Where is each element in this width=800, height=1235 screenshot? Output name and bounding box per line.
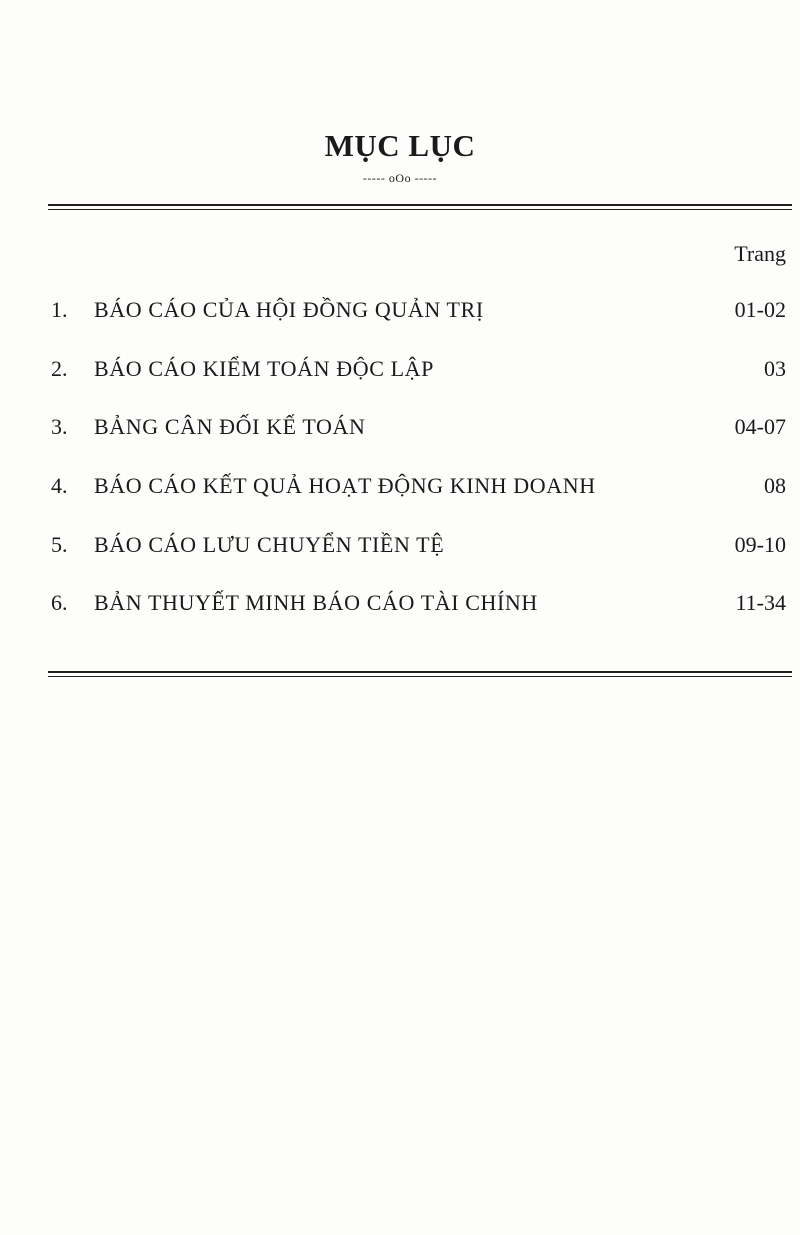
page-column-header: Trang bbox=[734, 241, 786, 266]
bottom-double-rule bbox=[48, 671, 792, 677]
toc-entry-number: 1. bbox=[51, 297, 68, 322]
toc-entry bbox=[0, 590, 800, 626]
toc-entry bbox=[0, 297, 800, 333]
toc-entry-number: 3. bbox=[51, 414, 68, 439]
page-title: MỤC LỤC bbox=[324, 128, 476, 163]
toc-entry-pages: 08 bbox=[764, 473, 786, 498]
toc-entry bbox=[0, 356, 800, 392]
title-ornament: ----- oOo ----- bbox=[362, 171, 438, 185]
toc-entry-number: 6. bbox=[51, 590, 68, 615]
toc-entry-number: 4. bbox=[51, 473, 68, 498]
toc-entry bbox=[0, 473, 800, 509]
toc-entry-title: BẢNG CÂN ĐỐI KẾ TOÁN bbox=[94, 414, 366, 439]
toc-entry-pages: 11-34 bbox=[735, 590, 786, 615]
toc-entry bbox=[0, 532, 800, 568]
toc-entry-number: 5. bbox=[51, 532, 68, 557]
toc-entry-pages: 01-02 bbox=[734, 297, 786, 322]
toc-entry-pages: 03 bbox=[764, 356, 786, 381]
top-double-rule bbox=[48, 204, 792, 210]
toc-entry-title: BÁO CÁO KẾT QUẢ HOẠT ĐỘNG KINH DOANH bbox=[94, 473, 596, 498]
toc-entry bbox=[0, 414, 800, 450]
toc-entry-title: BÁO CÁO LƯU CHUYỂN TIỀN TỆ bbox=[94, 532, 445, 557]
toc-entry-pages: 04-07 bbox=[734, 414, 786, 439]
toc-entry-title: BÁO CÁO KIỂM TOÁN ĐỘC LẬP bbox=[94, 356, 434, 381]
toc-entry-number: 2. bbox=[51, 356, 68, 381]
toc-entry-title: BẢN THUYẾT MINH BÁO CÁO TÀI CHÍNH bbox=[94, 590, 538, 615]
toc-entry-pages: 09-10 bbox=[734, 532, 786, 557]
toc-entry-title: BÁO CÁO CỦA HỘI ĐỒNG QUẢN TRỊ bbox=[94, 297, 484, 322]
